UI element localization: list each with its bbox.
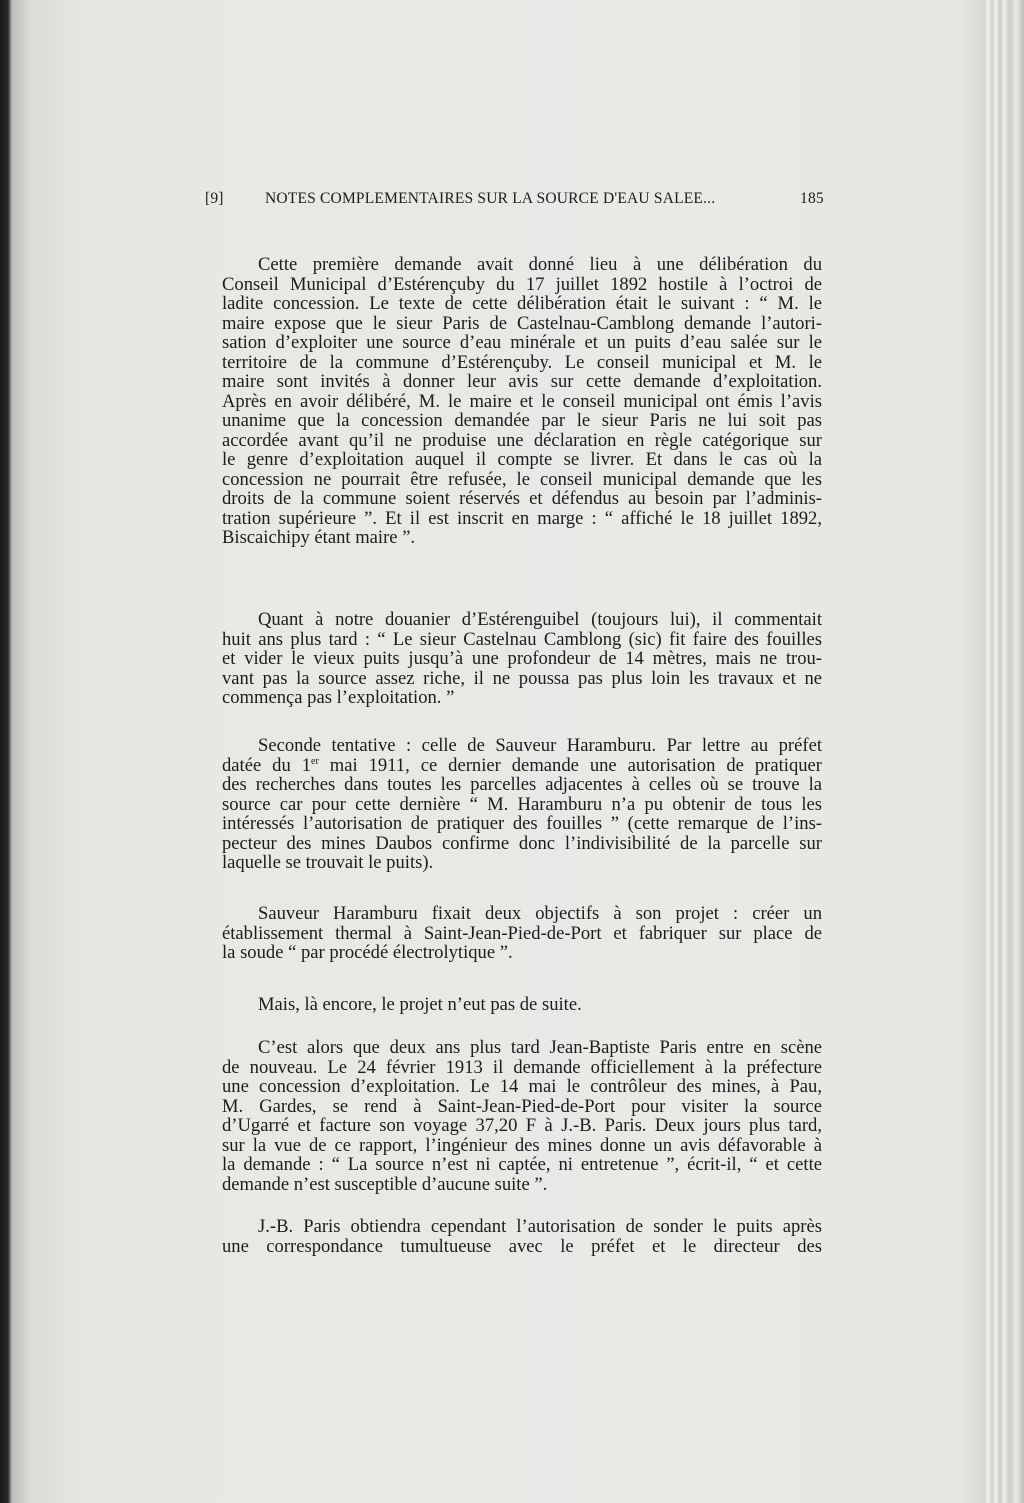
text-line: Mais, là encore, le projet n’eut pas de suite. bbox=[258, 994, 582, 1015]
text-line: C’est alors que deux ans plus tard Jean-Baptiste Paris entre en scène bbox=[258, 1037, 822, 1058]
text-line: Conseil Municipal d’Estérençuby du 17 juillet 1892 hostile à l’octroi de bbox=[222, 273, 822, 295]
text-line: la soude “ par procédé électrolytique ”. bbox=[222, 942, 513, 963]
text-line: laquelle se trouvait le puits). bbox=[222, 852, 434, 873]
text-line: M. Gardes, se rend à Saint-Jean-Pied-de-Port pour visiter la source bbox=[222, 1095, 822, 1117]
running-title: NOTES COMPLEMENTAIRES SUR LA SOURCE D'EAU SALEE... bbox=[265, 190, 716, 207]
text-line: et vider le vieux puits jusqu’à une profondeur de 14 mètres, mais ne trou- bbox=[222, 648, 822, 669]
text-line: vant pas la source assez riche, il ne poussa pas plus loin les travaux et ne bbox=[222, 667, 822, 689]
text-line: établissement thermal à Saint-Jean-Pied-de-Port et fabriquer sur place de bbox=[222, 922, 822, 944]
paragraph bbox=[222, 1217, 822, 1256]
text-line: demande n’est susceptible d’aucune suite ”. bbox=[222, 1173, 548, 1195]
text-line: une concession d’exploitation. Le 14 mai le contrôleur des mines, à Pau, bbox=[222, 1076, 822, 1097]
paragraph bbox=[222, 904, 822, 963]
text-line: maire expose que le sieur Paris de Castelnau-Camblong demande l’autori- bbox=[222, 312, 822, 334]
text-line: droits de la commune soient réservés et défendus au besoin par l’adminis- bbox=[222, 488, 822, 509]
text-line: huit ans plus tard : “ Le sieur Castelnau Camblong (sic) fit faire des fouilles bbox=[222, 628, 822, 650]
text-line: Cette première demande avait donné lieu à une délibération du bbox=[258, 254, 822, 275]
text-line: unanime que la concession demandée par le sieur Paris ne lui soit pas bbox=[222, 410, 822, 431]
text-line: ladite concession. Le texte de cette délibération était le suivant : “ M. le bbox=[222, 293, 822, 314]
text-line: territoire de la commune d’Estérençuby. Le conseil municipal et M. le bbox=[222, 351, 822, 373]
paragraph bbox=[222, 255, 822, 548]
text-line: pecteur des mines Daubos confirme donc l’indivisibilité de la parcelle sur bbox=[222, 832, 822, 854]
text-line: maire sont invités à donner leur avis sur cette demande d’exploitation. bbox=[222, 371, 822, 392]
text-line: Seconde tentative : celle de Sauveur Haramburu. Par lettre au préfet bbox=[258, 735, 822, 756]
text-line: datée du 1er mai 1911, ce dernier demande une autorisation de pratiquer bbox=[222, 754, 822, 776]
text-line: le genre d’exploitation auquel il compte se livrer. Et dans le cas où la bbox=[222, 449, 822, 470]
paragraph bbox=[222, 1038, 822, 1194]
text-line: Quant à notre douanier d’Estérenguibel (toujours lui), il commentait bbox=[258, 609, 822, 630]
paragraph bbox=[222, 736, 822, 873]
text-line: des recherches dans toutes les parcelles adjacentes à celles où se trouve la bbox=[222, 774, 822, 795]
section-number: [9] bbox=[205, 190, 224, 207]
text-line: concession ne pourrait être refusée, le conseil municipal demande que les bbox=[222, 468, 822, 490]
text-line: sation d’exploiter une source d’eau minérale et un puits d’eau salée sur le bbox=[222, 332, 822, 353]
text-line: sur la vue de ce rapport, l’ingénieur des mines donne un avis défavorable à bbox=[222, 1134, 822, 1156]
text-line: Biscaichipy étant maire ”. bbox=[222, 527, 416, 548]
text-line: tration supérieure ”. Et il est inscrit en marge : “ affiché le 18 juillet 1892, bbox=[222, 507, 822, 529]
text-line: la demande : “ La source n’est ni captée, ni entretenue ”, écrit-il, “ et cette bbox=[222, 1154, 822, 1175]
text-line: de nouveau. Le 24 février 1913 il demande officiellement à la préfecture bbox=[222, 1056, 822, 1078]
text-line: accordée avant qu’il ne produise une déclaration en règle catégorique sur bbox=[222, 429, 822, 451]
text-line: commença pas l’exploitation. ” bbox=[222, 687, 455, 708]
page-number: 185 bbox=[800, 190, 824, 207]
paragraph bbox=[222, 610, 822, 708]
paragraph bbox=[222, 995, 822, 1015]
text-line: source car pour cette dernière “ M. Haramburu n’a pu obtenir de tous les bbox=[222, 793, 822, 815]
text-line: d’Ugarré et facture son voyage 37,20 F à J.-B. Paris. Deux jours plus tard, bbox=[222, 1115, 822, 1136]
text-line: J.-B. Paris obtiendra cependant l’autorisation de sonder le puits après bbox=[258, 1216, 822, 1237]
text-line: intéressés l’autorisation de pratiquer des fouilles ” (cette remarque de l’ins- bbox=[222, 813, 822, 834]
text-line: une correspondance tumultueuse avec le préfet et le directeur des bbox=[222, 1235, 822, 1257]
text-line: Sauveur Haramburu fixait deux objectifs à son projet : créer un bbox=[258, 903, 822, 924]
text-line: Après en avoir délibéré, M. le maire et le conseil municipal ont émis l’avis bbox=[222, 390, 822, 412]
